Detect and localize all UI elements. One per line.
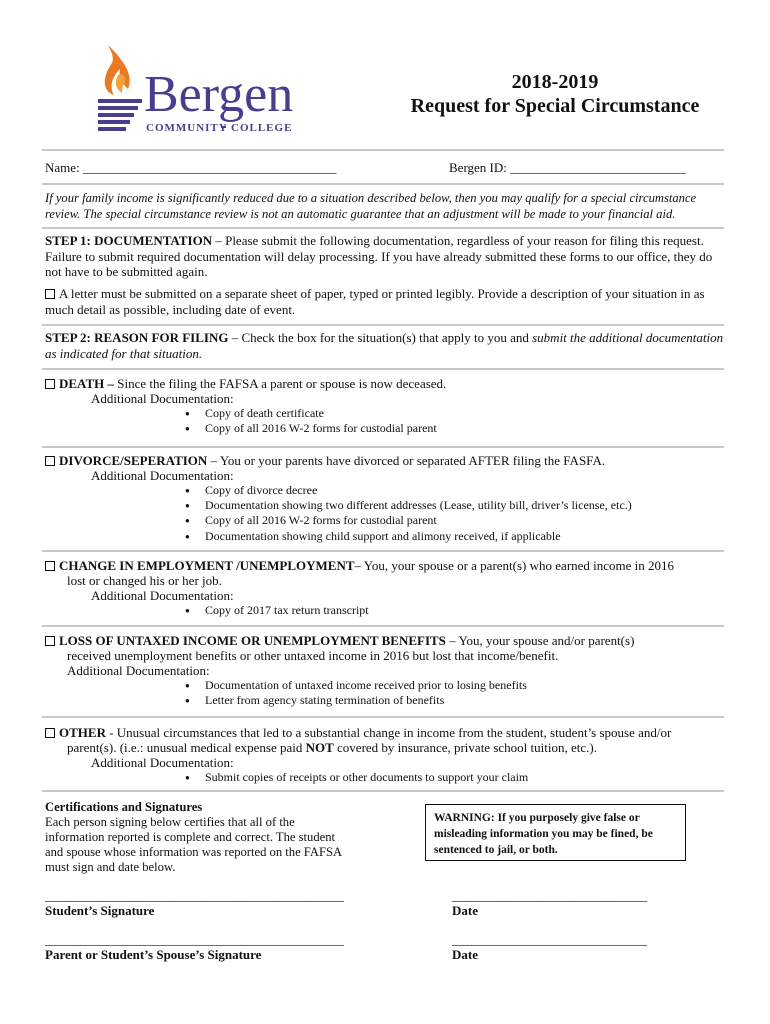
divider <box>42 324 724 326</box>
step2-text: – Check the box for the situation(s) that apply to you and <box>228 330 533 345</box>
other-section <box>45 725 730 785</box>
untaxed-section <box>45 633 730 708</box>
additional-label: Additional Documentation: <box>91 391 234 406</box>
employment-heading: CHANGE IN EMPLOYMENT /UNEMPLOYMENT <box>59 558 355 573</box>
other-text: - Unusual circumstances that led to a substantial change in income from the student, student’s spouse and/or <box>105 725 672 740</box>
divider <box>42 790 724 792</box>
parent-signature-line[interactable]: ______________________________________________ <box>45 932 344 947</box>
step2-section <box>45 330 730 361</box>
untaxed-checkbox[interactable] <box>45 636 55 646</box>
student-signature-line[interactable]: ______________________________________________ <box>45 888 344 903</box>
divider <box>42 716 724 718</box>
additional-label: Additional Documentation: <box>91 588 234 603</box>
parent-date-line[interactable]: ______________________________ <box>452 932 647 947</box>
svg-text:Bergen: Bergen <box>144 66 294 123</box>
warning-box: WARNING: If you purposely give false or misleading information you may be fined, be sentenced to jail, or both. <box>425 804 686 861</box>
divider <box>42 446 724 448</box>
step1-section <box>45 233 730 280</box>
divorce-docs <box>45 483 730 544</box>
step1-heading: STEP 1: DOCUMENTATION <box>45 233 213 248</box>
untaxed-docs <box>45 678 730 708</box>
list-item: ● Copy of all 2016 W-2 forms for custodial parent <box>205 513 730 528</box>
death-section <box>45 376 730 436</box>
divorce-text: – You or your parents have divorced or separated AFTER filing the FASFA. <box>207 453 606 468</box>
other-text-2b: NOT <box>305 740 334 755</box>
step1-text: – Please submit the following documentation, regardless of your reason for filing this request. Failure to submit required documentation will delay processing. If you have already submitted these forms to our office, they do not have to be submitted again. <box>45 233 713 279</box>
step1-item <box>45 286 730 317</box>
list-item: ● Letter from agency stating termination of benefits <box>205 693 730 708</box>
student-signature-label: Student’s Signature <box>45 903 155 918</box>
untaxed-text-2: received unemployment benefits or other untaxed income in 2016 but lost that income/benefit. <box>67 648 559 663</box>
form-title: Request for Special Circumstance <box>410 95 700 117</box>
employment-docs <box>45 603 730 618</box>
divider <box>42 183 724 185</box>
untaxed-text: – You, your spouse and/or parent(s) <box>445 633 635 648</box>
divorce-section <box>45 453 730 544</box>
list-item: ● Documentation showing child support and alimony received, if applicable <box>205 529 730 544</box>
step2-heading: STEP 2: REASON FOR FILING <box>45 330 229 345</box>
certifications-title: Certifications and Signatures <box>45 800 203 814</box>
divorce-heading: DIVORCE/SEPERATION <box>59 453 208 468</box>
untaxed-heading: LOSS OF UNTAXED INCOME OR UNEMPLOYMENT BENEFITS <box>59 633 446 648</box>
list-item: ● Submit copies of receipts or other documents to support your claim <box>205 770 730 785</box>
form-year: 2018-2019 <box>511 71 599 93</box>
list-item: ● Copy of death certificate <box>205 406 730 421</box>
title-block <box>390 70 720 118</box>
divider <box>42 625 724 627</box>
name-field[interactable]: Name: _______________________________________ <box>45 160 337 175</box>
divider <box>42 368 724 370</box>
student-date-line[interactable]: ______________________________ <box>452 888 647 903</box>
other-text-2a: parent(s). (i.e.: unusual medical expense paid <box>67 740 306 755</box>
employment-text-2: lost or changed his or her job. <box>67 573 222 588</box>
death-checkbox[interactable] <box>45 379 55 389</box>
bergen-id-field[interactable]: Bergen ID: ___________________________ <box>449 160 686 175</box>
other-docs <box>45 770 730 785</box>
intro-text: If your family income is significantly reduced due to a situation described below, then you may qualify for a special circumstance review. The special circumstance review is not an automatic guarantee that an adjustment will be made to your financial aid. <box>45 191 697 221</box>
divider <box>42 149 724 151</box>
certifications-text: Each person signing below certifies that all of the information reported is complete and correct. The student and spouse whose information was reported on the FAFSA must sign and date below. <box>45 815 342 874</box>
employment-checkbox[interactable] <box>45 561 55 571</box>
death-docs <box>45 406 730 436</box>
parent-signature-label: Parent or Student’s Spouse’s Signature <box>45 947 262 962</box>
additional-label: Additional Documentation: <box>91 755 234 770</box>
parent-date-label: Date <box>452 947 478 962</box>
employment-text: – You, your spouse or a parent(s) who earned income in 2016 <box>354 558 675 573</box>
letter-checkbox[interactable] <box>45 289 55 299</box>
other-checkbox[interactable] <box>45 728 55 738</box>
step2-italic: submit the additional documentation as indicated for that situation. <box>45 330 724 361</box>
other-heading: OTHER <box>59 725 106 740</box>
svg-text:COLLEGE: COLLEGE <box>231 122 293 134</box>
other-text-2c: covered by insurance, private school tuition, etc.). <box>333 740 597 755</box>
list-item: ● Copy of 2017 tax return transcript <box>205 603 730 618</box>
bergen-logo <box>94 45 314 137</box>
divorce-checkbox[interactable] <box>45 456 55 466</box>
divider <box>42 550 724 552</box>
additional-label: Additional Documentation: <box>91 468 234 483</box>
additional-label: Additional Documentation: <box>67 663 210 678</box>
list-item: ● Documentation showing two different addresses (Lease, utility bill, driver’s license, etc.) <box>205 498 730 513</box>
divider <box>42 227 724 229</box>
list-item: ● Copy of all 2016 W-2 forms for custodial parent <box>205 421 730 436</box>
list-item: ● Copy of divorce decree <box>205 483 730 498</box>
employment-section <box>45 558 730 618</box>
step1-item-text: A letter must be submitted on a separate sheet of paper, typed or printed legibly. Provide a description of your situation in as much detail as possible, including date of event. <box>45 286 705 317</box>
death-text: Since the filing the FAFSA a parent or spouse is now deceased. <box>114 376 447 391</box>
death-heading: DEATH – <box>59 376 115 391</box>
svg-text:COMMUNITY: COMMUNITY <box>146 122 228 134</box>
list-item: ● Documentation of untaxed income received prior to losing benefits <box>205 678 730 693</box>
certifications-block <box>45 800 345 875</box>
student-date-label: Date <box>452 903 478 918</box>
other-text-2 <box>45 740 730 755</box>
